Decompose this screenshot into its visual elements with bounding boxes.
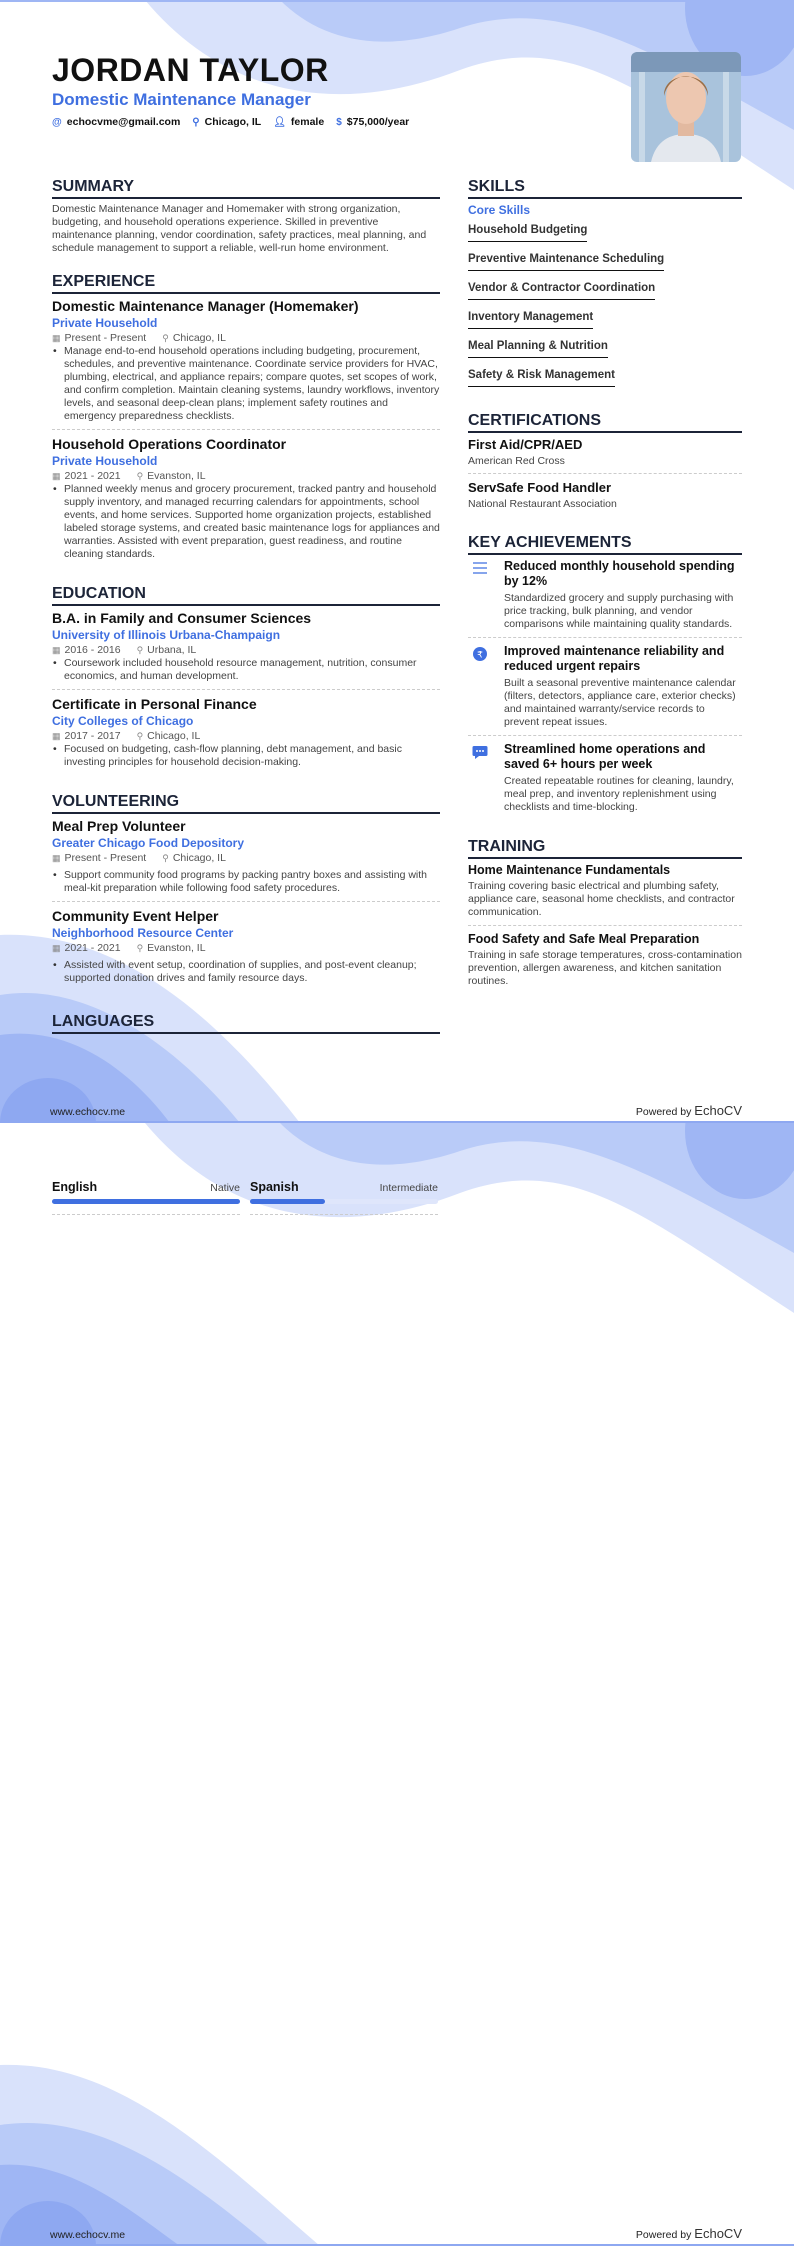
achievement-item [468,644,742,736]
skill-item: Preventive Maintenance Scheduling [468,253,664,271]
language-bar-fill [250,1199,325,1204]
language-level: Native [210,1182,240,1194]
education-section [52,585,440,775]
location-icon: ⚲ [136,731,144,741]
language-item [250,1180,438,1215]
calendar-icon: ▦ [52,731,61,741]
calendar-icon: ▦ [52,471,61,481]
section-heading: SUMMARY [52,178,440,199]
page2-bottom-wave [0,2060,794,2246]
svg-text:₹: ₹ [477,650,483,661]
section-heading: EXPERIENCE [52,273,440,294]
achievement-title: Streamlined home operations and saved 6+ hours per week [504,742,706,771]
achievement-desc: Standardized grocery and supply purchasing with price tracking, bulk planning, and vendor comparisons while maintaining quality standards. [504,592,734,630]
certification-title: First Aid/CPR/AED [468,437,583,452]
dates: 2021 - 2021 [64,470,121,482]
language-name: Spanish [250,1180,299,1194]
certification-issuer: American Red Cross [468,455,565,467]
achievement-title: Improved maintenance reliability and reduced urgent repairs [504,644,725,673]
location-icon: ⚲ [136,645,144,655]
dates: 2016 - 2016 [64,644,121,656]
chat-bubble-icon [468,742,492,814]
contact-text: $75,000/year [346,116,410,128]
skill-item: Meal Planning & Nutrition [468,340,608,358]
school: University of Illinois Urbana-Champaign [52,628,281,642]
section-heading: SKILLS [468,178,742,199]
resume-header [52,52,409,128]
dates: Present - Present [64,852,147,864]
degree: B.A. in Family and Consumer Sciences [52,610,312,626]
training-item [468,863,742,926]
contact-gender [273,116,324,128]
certification-title: ServSafe Food Handler [468,480,612,495]
school: City Colleges of Chicago [52,714,194,728]
location-icon: ⚲ [136,943,144,953]
company: Private Household [52,316,158,330]
languages-list [52,1180,438,1215]
organization: Greater Chicago Food Depository [52,836,245,850]
certification-item [468,437,742,474]
volunteer-item [52,818,440,902]
language-name: English [52,1180,98,1194]
languages-section [52,1013,440,1034]
dollar-icon: $ [336,117,342,128]
page1-footer [50,1103,742,1118]
bullet: • Coursework included household resource management, nutrition, consumer economics, and human development. [52,657,440,683]
location: Urbana, IL [147,644,197,656]
rupee-coin-icon [468,644,492,729]
location-icon: ⚲ [162,853,169,863]
volunteer-item [52,908,440,991]
bullet: • Focused on budgeting, cash-flow planning, debt management, and basic investing principles for household decision-making. [52,743,440,769]
location-icon: ⚲ [192,117,200,128]
right-column [468,178,742,1012]
dates: Present - Present [64,332,147,344]
section-heading: LANGUAGES [52,1013,440,1034]
company: Private Household [52,454,158,468]
achievement-item [468,742,742,820]
contact-text: female [290,116,325,128]
contact-list [52,116,409,128]
bullet: • Planned weekly menus and grocery procurement, tracked pantry and household supply inventory, and managed recurring calendars for appointments, school events, and home services. Supported home organization projects, established labeled storage systems, and created basic maintenance logs for appliances and warranties. Assisted with event preparation, guest readiness, and routine cleaning standards. [52,483,440,561]
role: Meal Prep Volunteer [52,818,186,834]
achievement-title: Reduced monthly household spending by 12% [504,559,735,588]
language-bar [250,1199,438,1204]
section-heading: TRAINING [468,838,742,859]
job-title: Household Operations Coordinator [52,436,287,452]
bullet: • Assisted with event setup, coordination of supplies, and post-event cleanup; supported donation drives and family resource days. [52,959,440,985]
certifications-section [468,412,742,516]
location-icon: ⚲ [162,333,169,343]
certification-issuer: National Restaurant Association [468,498,617,510]
section-heading: CERTIFICATIONS [468,412,742,433]
calendar-icon: ▦ [52,853,61,863]
contact-location [192,116,261,128]
training-desc: Training covering basic electrical and plumbing safety, appliance care, seasonal home checklists, and contractor communication. [468,880,735,918]
location: Evanston, IL [147,942,206,954]
job-title: Domestic Maintenance Manager (Homemaker) [52,298,359,314]
page2-top-wave [0,1123,794,1323]
location: Chicago, IL [147,730,201,742]
degree: Certificate in Personal Finance [52,696,257,712]
location: Chicago, IL [172,852,226,864]
section-heading: KEY ACHIEVEMENTS [468,534,742,555]
experience-section [52,273,440,567]
contact-text: echocvme@gmail.com [66,116,181,128]
calendar-icon: ▦ [52,645,61,655]
language-level: Intermediate [379,1182,438,1194]
skill-item: Vendor & Contractor Coordination [468,282,655,300]
location: Evanston, IL [147,470,206,482]
training-section [468,838,742,994]
left-column [52,178,440,1052]
language-bar [52,1199,240,1204]
footer-powered: Powered by [635,1106,692,1118]
dates: 2017 - 2017 [64,730,121,742]
contact-text: Chicago, IL [204,116,262,128]
skill-item: Household Budgeting [468,224,587,242]
language-bar-fill [52,1199,240,1204]
bullet: • Manage end-to-end household operations including budgeting, procurement, schedules, and preventive maintenance. Coordinate service providers for HVAC, plumbing, electrical, and appliance repairs; compare quotes, set scopes of work, and confirm completion. Maintain cleaning systems, laundry workflows, inventory levels, and seasonal deep-clean plans; implement safety routines and emergency preparedness checklists. [52,345,440,423]
at-icon: @ [52,117,62,128]
achievement-desc: Created repeatable routines for cleaning, laundry, meal prep, and inventory replenishment using checklists and time-blocking. [504,775,734,813]
achievement-desc: Built a seasonal preventive maintenance calendar (filters, detectors, appliance care, exterior checks) and maintained warranty/service records to prevent repeat issues. [504,677,736,728]
training-title: Food Safety and Safe Meal Preparation [468,932,700,946]
certification-item [468,480,742,516]
candidate-name: JORDAN TAYLOR [52,52,329,88]
footer-brand[interactable]: EchoCV [694,1103,742,1118]
skill-category: Core Skills [468,203,531,217]
achievement-item [468,559,742,638]
experience-item [52,436,440,567]
education-item [52,610,440,690]
experience-item [52,298,440,430]
skill-item: Inventory Management [468,311,593,329]
role: Community Event Helper [52,908,219,924]
location-icon: ⚲ [136,471,144,481]
bullet: • Support community food programs by packing pantry boxes and assisting with meal-kit preparation while following food safety procedures. [52,869,440,895]
contact-email[interactable] [52,116,180,128]
summary-text: Domestic Maintenance Manager and Homemaker with strong organization, budgeting, and household operations experience. Skilled in preventive maintenance planning, vendor coordination, safety practices, meal planning, and schedule management to support a reliable, well-run home environment. [52,203,427,254]
training-title: Home Maintenance Fundamentals [468,863,671,877]
achievements-section [468,534,742,820]
section-heading: VOLUNTEERING [52,793,440,814]
footer-url[interactable]: www.echocv.me [50,1106,126,1118]
training-desc: Training in safe storage temperatures, cross-contamination prevention, allergen awareness, and kitchen sanitation routines. [468,949,742,987]
skills-section [468,178,742,394]
volunteering-section [52,793,440,991]
contact-salary [336,116,409,128]
education-item [52,696,440,775]
footer-url[interactable]: www.echocv.me [50,2229,126,2241]
language-item [52,1180,240,1215]
footer-powered: Powered by [635,2229,692,2241]
person-icon: 👤︎ [273,117,286,128]
location: Chicago, IL [172,332,226,344]
dates: 2021 - 2021 [64,942,121,954]
calendar-icon: ▦ [52,943,61,953]
footer-brand[interactable]: EchoCV [694,2226,742,2241]
skill-item: Safety & Risk Management [468,369,615,387]
section-heading: EDUCATION [52,585,440,606]
summary-section [52,178,440,255]
candidate-title: Domestic Maintenance Manager [52,90,311,109]
profile-photo [631,52,741,162]
menu-lines-icon [468,559,492,631]
page2-footer [50,2226,742,2241]
training-item [468,932,742,994]
calendar-icon: ▦ [52,333,61,343]
organization: Neighborhood Resource Center [52,926,234,940]
